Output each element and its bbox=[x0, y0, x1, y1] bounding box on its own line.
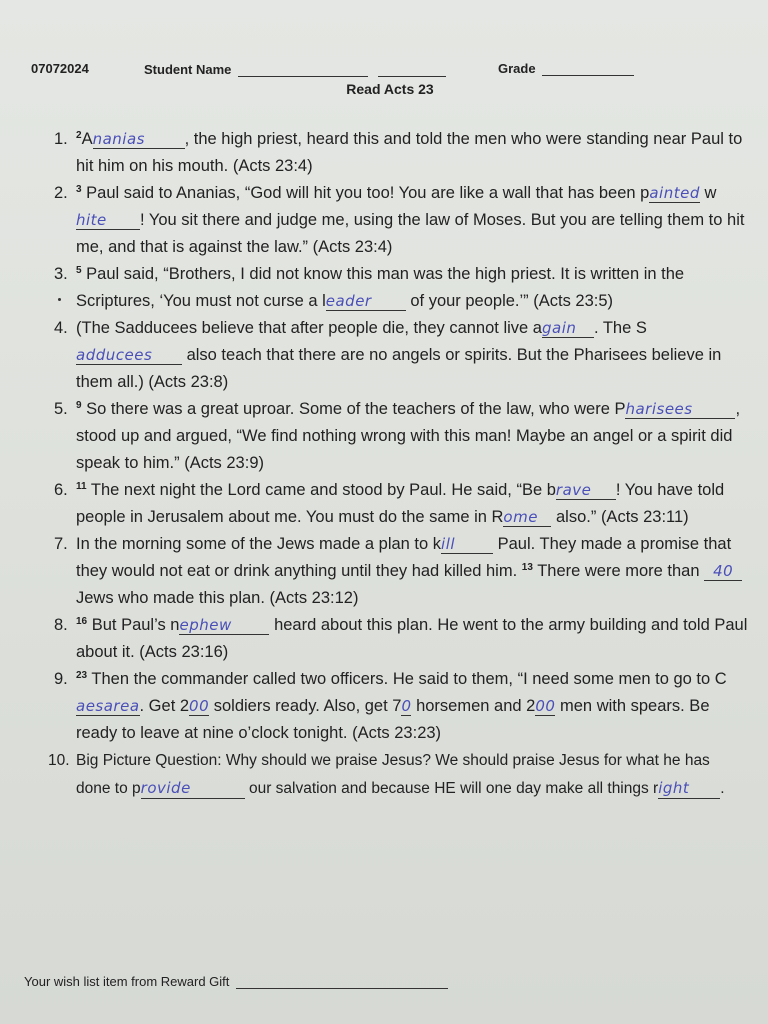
question-1: 1. $^2$Ananias , the high priest, heard this and told the men who were standing near Paul to hit him on his mouth. (Acts 23:4) bbox=[54, 130, 743, 175]
grade-label: Grade bbox=[498, 61, 536, 76]
answer-blank[interactable]: gain bbox=[542, 319, 594, 338]
answer-blank[interactable]: 40 bbox=[704, 562, 742, 581]
answer-blank[interactable]: ainted bbox=[649, 184, 700, 202]
question-3: 3. $^5$ Paul said, “Brothers, I did not know this man was the high priest. It is written in the Scriptures, ‘You must not curse a leader of your people.’” (Acts 23:5) bbox=[54, 265, 685, 310]
answer-blank[interactable]: nanias bbox=[93, 130, 185, 149]
answer-blank[interactable]: ight bbox=[658, 779, 720, 799]
grade-field[interactable] bbox=[498, 61, 634, 76]
answer-blank[interactable]: hite bbox=[76, 211, 140, 230]
answer-blank[interactable]: 0 bbox=[401, 697, 412, 715]
answer-blank[interactable]: aesarea bbox=[76, 697, 140, 715]
question-10: 10. Big Picture Question: Why should we praise Jesus? We should praise Jesus for what he has done to provide our salvation and because HE will one day make all things right . bbox=[48, 752, 725, 797]
answer-blank[interactable]: rave bbox=[556, 481, 616, 500]
student-name-label: Student Name bbox=[144, 62, 232, 77]
question-8: 8. $^{16}$ But Paul’s nephew heard about this plan. He went to the army building and told Paul about it. (Acts 23:16) bbox=[54, 616, 748, 661]
answer-blank[interactable]: harisees bbox=[625, 400, 735, 419]
question-7: 7. In the morning some of the Jews made a plan to kill Paul. They made a promise that they would not eat or drink anything until they had killed him. $^{13}$ There were more than 40 Jews who made this plan. (Acts 23:12) bbox=[48, 531, 748, 612]
answer-blank[interactable]: rovide bbox=[141, 779, 245, 799]
question-list bbox=[48, 126, 748, 803]
date-label: 07072024 bbox=[31, 61, 89, 76]
student-name-line[interactable] bbox=[238, 76, 368, 77]
wish-list-field[interactable] bbox=[24, 974, 448, 989]
wish-list-line[interactable] bbox=[236, 988, 448, 989]
answer-blank[interactable]: eader bbox=[326, 292, 406, 311]
page-title: Read Acts 23 bbox=[346, 81, 434, 97]
question-4: 4. (The Sadducees believe that after people die, they cannot live again . The Sadducees also teach that there are no angels or spirits. But the Pharisees believe in them all.) (Acts 23:8) bbox=[54, 319, 722, 391]
question-2: 2. $^3$ Paul said to Ananias, “God will hit you too! You are like a wall that has been painted white ! You sit there and judge me, using the law of Moses. But you are telling them to hit me, and that is against the law.” (Acts 23:4) bbox=[54, 184, 745, 256]
answer-blank[interactable]: ephew bbox=[179, 616, 269, 635]
answer-blank[interactable]: 00 bbox=[189, 697, 210, 715]
answer-blank[interactable]: ill bbox=[441, 535, 493, 554]
question-6: 6. $^{11}$ The next night the Lord came and stood by Paul. He said, “Be brave ! You have told people in Jerusalem about me. You must do the same in Rome also.” (Acts 23:11) bbox=[54, 481, 725, 526]
wish-list-label: Your wish list item from Reward Gift bbox=[24, 974, 230, 989]
grade-line[interactable] bbox=[542, 75, 634, 76]
student-name-line-2[interactable] bbox=[378, 76, 446, 77]
student-name-field[interactable] bbox=[144, 62, 446, 77]
question-5: 5. $^9$ So there was a great uproar. Some of the teachers of the law, who were Pharisees , stood up and argued, “We find nothing wrong with this man! Maybe an angel or a spirit did speak to him.” (Acts 23:9) bbox=[54, 400, 741, 472]
question-9: 9. $^{23}$ Then the commander called two officers. He said to them, “I need some men to go to Caesarea. Get 200 soldiers ready. Also, get 70 horsemen and 200 men with spears. Be ready to leave at nine o’clock tonight. (Acts 23:23) bbox=[54, 670, 727, 742]
answer-blank[interactable]: ome bbox=[503, 508, 551, 527]
answer-blank[interactable]: adducees bbox=[76, 346, 182, 365]
answer-blank[interactable]: 00 bbox=[535, 697, 556, 715]
